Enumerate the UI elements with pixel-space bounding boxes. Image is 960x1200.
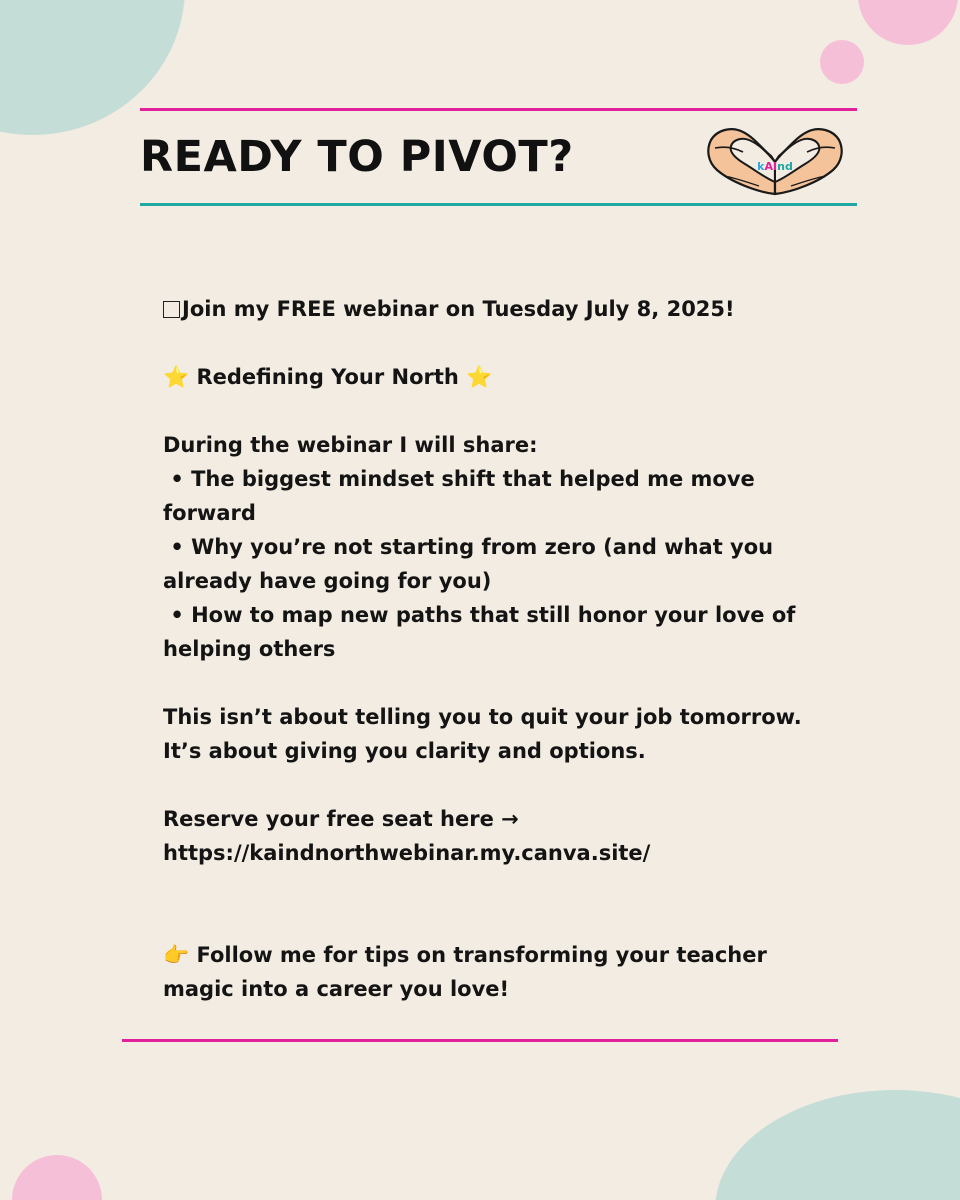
bullet-text: The biggest mindset shift that helped me move forward xyxy=(163,467,755,525)
star-icon: ⭐ xyxy=(466,365,493,389)
logo-letter-k: k xyxy=(757,160,765,173)
divider-top-teal xyxy=(140,203,857,206)
intro-text: Join my FREE webinar on Tuesday July 8, 2025! xyxy=(182,297,735,321)
webinar-title-line xyxy=(163,360,843,394)
write-to-us-icon xyxy=(163,301,180,318)
kaind-logo xyxy=(705,122,845,198)
pointing-hand-icon: 👉 xyxy=(163,943,190,967)
decor-circle-bottom-left xyxy=(12,1155,102,1200)
bullet-mark: • xyxy=(170,535,184,559)
bullet-text: How to map new paths that still honor your love of helping others xyxy=(163,603,796,661)
list-item xyxy=(163,530,843,598)
follow-text: Follow me for tips on transforming your teacher magic into a career you love! xyxy=(163,943,767,1001)
divider-bottom-pink xyxy=(122,1039,838,1042)
divider-top-pink xyxy=(140,108,857,111)
list-item xyxy=(163,462,843,530)
webinar-name: Redefining Your North xyxy=(196,365,459,389)
clarity-paragraph: This isn’t about telling you to quit your job tomorrow. It’s about giving you clarity and options. xyxy=(163,705,802,763)
bullet-mark: • xyxy=(170,603,184,627)
decor-circle-top-left xyxy=(0,0,185,135)
list-item xyxy=(163,598,843,666)
decor-circle-bottom-right xyxy=(715,1090,960,1200)
decor-dot-top-right xyxy=(820,40,864,84)
logo-letters-nd: nd xyxy=(777,160,793,173)
bullet-mark: • xyxy=(170,467,184,491)
intro-line xyxy=(163,292,843,326)
bullet-text: Why you’re not starting from zero (and what you already have going for you) xyxy=(163,535,774,593)
webinar-link[interactable]: https://kaindnorthwebinar.my.canva.site/ xyxy=(163,841,651,865)
share-intro: During the webinar I will share: xyxy=(163,433,538,457)
post-title: READY TO PIVOT? xyxy=(140,132,574,182)
decor-circle-top-right xyxy=(858,0,958,45)
logo-letters-ai: AI xyxy=(764,160,778,173)
follow-line xyxy=(163,938,843,1006)
post-body xyxy=(163,292,843,1006)
star-icon: ⭐ xyxy=(163,365,190,389)
reserve-text: Reserve your free seat here → xyxy=(163,807,519,831)
logo-wordmark xyxy=(705,160,845,173)
